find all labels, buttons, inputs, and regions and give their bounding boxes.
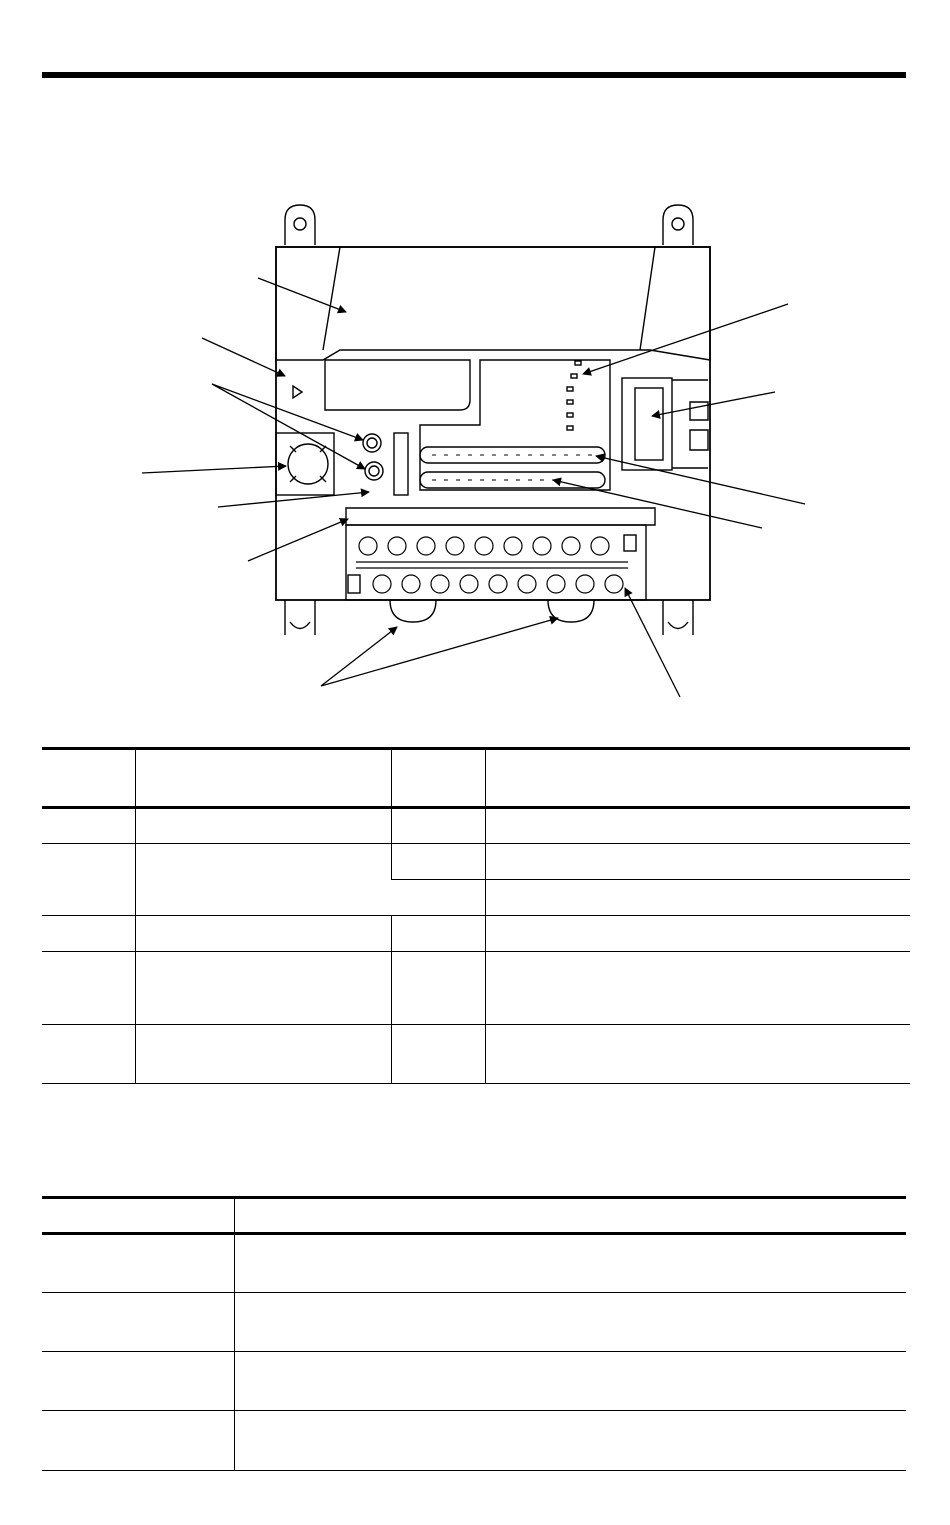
top-cover [276, 247, 710, 360]
table-cell [485, 844, 910, 880]
table-header-row [42, 749, 910, 808]
mounting-tab-bottom-right [663, 600, 693, 635]
status-leds [567, 361, 581, 430]
terminal-block [346, 508, 655, 600]
table-cell [135, 808, 391, 844]
table-cell [485, 808, 910, 844]
table-row [42, 844, 910, 880]
table-header-row [42, 1198, 906, 1234]
table-cell [234, 1234, 906, 1293]
description-table [42, 1196, 906, 1471]
expansion-port [622, 378, 672, 470]
table-header-cell [135, 749, 391, 808]
trim-pot-1 [363, 434, 381, 452]
mounting-tab-top-right [663, 205, 693, 245]
table-header-cell [391, 749, 485, 808]
table-cell [391, 844, 485, 880]
table-cell [135, 916, 391, 952]
table-header-cell [42, 1198, 234, 1234]
table-row [42, 1352, 906, 1411]
table-cell [485, 1025, 910, 1084]
table-row [42, 1411, 906, 1471]
table-row [42, 1234, 906, 1293]
table-cell [391, 952, 485, 1025]
controller-diagram [0, 190, 950, 710]
table-cell [42, 1411, 234, 1471]
table-cell [234, 1352, 906, 1411]
table-cell [42, 808, 135, 844]
table-cell [391, 808, 485, 844]
table-row [42, 808, 910, 844]
table-row [42, 1293, 906, 1352]
table-cell [42, 844, 135, 916]
table-cell [485, 880, 910, 916]
table-header-cell [485, 749, 910, 808]
table-row [42, 916, 910, 952]
mounting-tab-top-left [285, 205, 315, 245]
table-cell [485, 952, 910, 1025]
table-row [42, 1025, 910, 1084]
table-cell [234, 1293, 906, 1352]
top-rule [42, 72, 906, 78]
table-cell [42, 916, 135, 952]
trim-pot-2 [365, 462, 383, 480]
table-row [42, 952, 910, 1025]
memory-module [276, 433, 334, 495]
table-cell [391, 1025, 485, 1084]
table-cell [42, 1234, 234, 1293]
table-cell [391, 916, 485, 952]
mounting-tab-bottom-left [285, 600, 315, 635]
table-cell [485, 916, 910, 952]
table-header-cell [42, 749, 135, 808]
table-cell [42, 952, 135, 1025]
table-cell [135, 844, 391, 916]
table-cell [42, 1293, 234, 1352]
component-table [42, 747, 910, 1084]
table-cell [234, 1411, 906, 1471]
table-cell [135, 952, 391, 1025]
table-header-cell [234, 1198, 906, 1234]
table-cell [135, 1025, 391, 1084]
table-cell [42, 1352, 234, 1411]
table-cell [42, 1025, 135, 1084]
table-cell [391, 880, 485, 916]
